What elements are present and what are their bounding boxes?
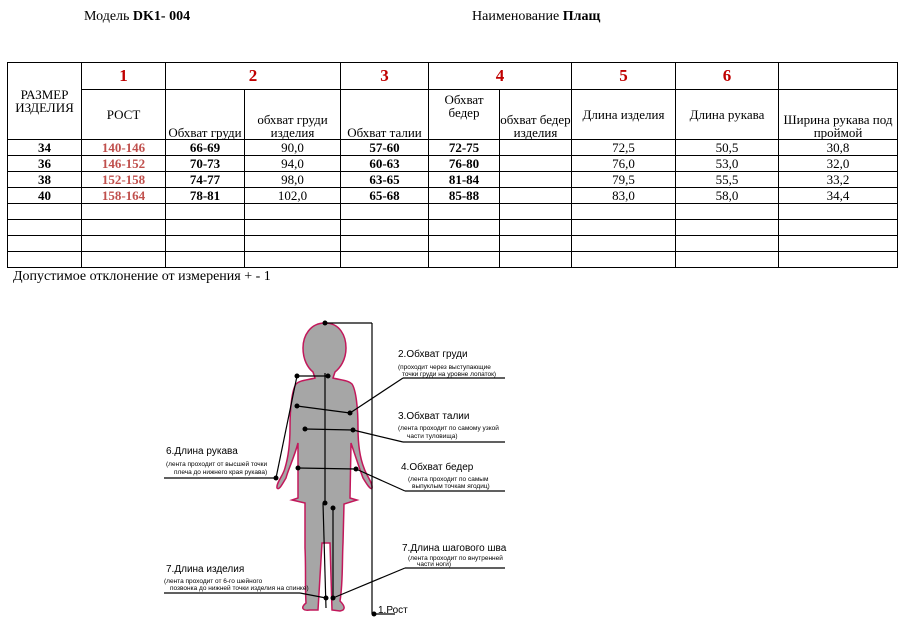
cell-sleeve-width: 34,4 [779,188,898,204]
model-label: Модель [84,9,130,24]
empty-row [8,220,898,236]
cell-hips-garment [500,140,572,156]
cell-height: 146-152 [82,156,166,172]
cell-sleeve-width: 30,8 [779,140,898,156]
hips-label: 4.Обхват бедер [401,462,474,473]
sleeve-note: плеча до нижнего края рукава) [174,469,268,476]
cell-hips: 81-84 [429,172,500,188]
size-table [7,62,898,268]
cell-height: 152-158 [82,172,166,188]
table-row [8,172,898,188]
group-number: 1 [82,63,166,90]
table-row [8,156,898,172]
sleeve-note: (лента проходит от высшей точки [166,461,268,468]
size-header: РАЗМЕР ИЗДЕЛИЯ [8,63,82,140]
group-number: 2 [166,63,341,90]
cell-sleeve-width: 32,0 [779,156,898,172]
cell-length: 72,5 [572,140,676,156]
group-number: 3 [341,63,429,90]
cell-height: 140-146 [82,140,166,156]
length-note: позвонка до нижней точки изделия на спинке) [170,585,309,592]
model-line [84,9,190,25]
cell-hips: 72-75 [429,140,500,156]
cell-hips: 85-88 [429,188,500,204]
name-label: Наименование [472,9,560,24]
length-label: 7.Длина изделия [166,564,245,575]
cell-hips: 76-80 [429,156,500,172]
model-value: DK1- 004 [132,9,191,24]
column-header: Длина рукава [676,90,779,140]
hips-note: (лента проходит по самым [408,476,489,483]
cell-sleeve: 50,5 [676,140,779,156]
cell-length: 79,5 [572,172,676,188]
cell-length: 76,0 [572,156,676,172]
cell-length: 83,0 [572,188,676,204]
name-line [472,9,600,25]
sleeve-label: 6.Длина рукава [166,446,238,457]
column-header: Обхват бедер [429,90,500,140]
cell-sleeve: 58,0 [676,188,779,204]
column-header: Длина изделия [572,90,676,140]
column-header: РОСТ [82,90,166,140]
cell-hips-garment [500,188,572,204]
group-number: 6 [676,63,779,90]
cell-sleeve: 53,0 [676,156,779,172]
cell-chest: 74-77 [166,172,245,188]
inseam-label: 7.Длина шагового шва [402,543,507,554]
name-value: Плащ [562,9,601,24]
cell-height: 158-164 [82,188,166,204]
column-header: Обхват груди [166,90,245,140]
column-header: Ширина рукава под проймой [779,90,898,140]
waist-note: (лента проходит по самому узкой [398,425,499,432]
cell-hips-garment [500,156,572,172]
cell-chest-garment: 94,0 [245,156,341,172]
cell-chest-garment: 98,0 [245,172,341,188]
chest-note: точки груди на уровне лопаток) [402,371,497,378]
waist-note: части туловища) [407,433,458,440]
height-label: 1.Рост [378,605,408,616]
table-row [8,140,898,156]
cell-size: 36 [8,156,82,172]
cell-size: 38 [8,172,82,188]
column-header: Обхват талии [341,90,429,140]
chest-label: 2.Обхват груди [398,349,468,360]
chest-note: (проходит через выступающие [398,364,491,371]
cell-chest-garment: 90,0 [245,140,341,156]
cell-chest: 66-69 [166,140,245,156]
hips-note: выпуклым точкам ягодиц) [412,483,490,490]
cell-waist: 65-68 [341,188,429,204]
inseam-note: (лента проходит по внутренней [408,555,503,562]
waist-label: 3.Обхват талии [398,411,470,422]
tolerance-note: Допустимое отклонение от измерения + - 1 [13,269,271,284]
cell-waist: 57-60 [341,140,429,156]
cell-chest-garment: 102,0 [245,188,341,204]
measurement-figure [160,318,510,624]
cell-waist: 60-63 [341,156,429,172]
cell-chest: 78-81 [166,188,245,204]
cell-sleeve: 55,5 [676,172,779,188]
inseam-note: части ноги) [417,561,452,568]
group-number: 4 [429,63,572,90]
cell-hips-garment [500,172,572,188]
empty-row [8,252,898,268]
column-header: обхват бедер изделия [500,90,572,140]
cell-sleeve-width: 33,2 [779,172,898,188]
group-number-empty [779,63,898,90]
empty-row [8,204,898,220]
cell-size: 40 [8,188,82,204]
empty-row [8,236,898,252]
group-number: 5 [572,63,676,90]
length-note: (лента проходит от 6-го шейного [164,578,263,585]
cell-chest: 70-73 [166,156,245,172]
table-row [8,188,898,204]
cell-waist: 63-65 [341,172,429,188]
column-header: обхват груди изделия [245,90,341,140]
cell-size: 34 [8,140,82,156]
